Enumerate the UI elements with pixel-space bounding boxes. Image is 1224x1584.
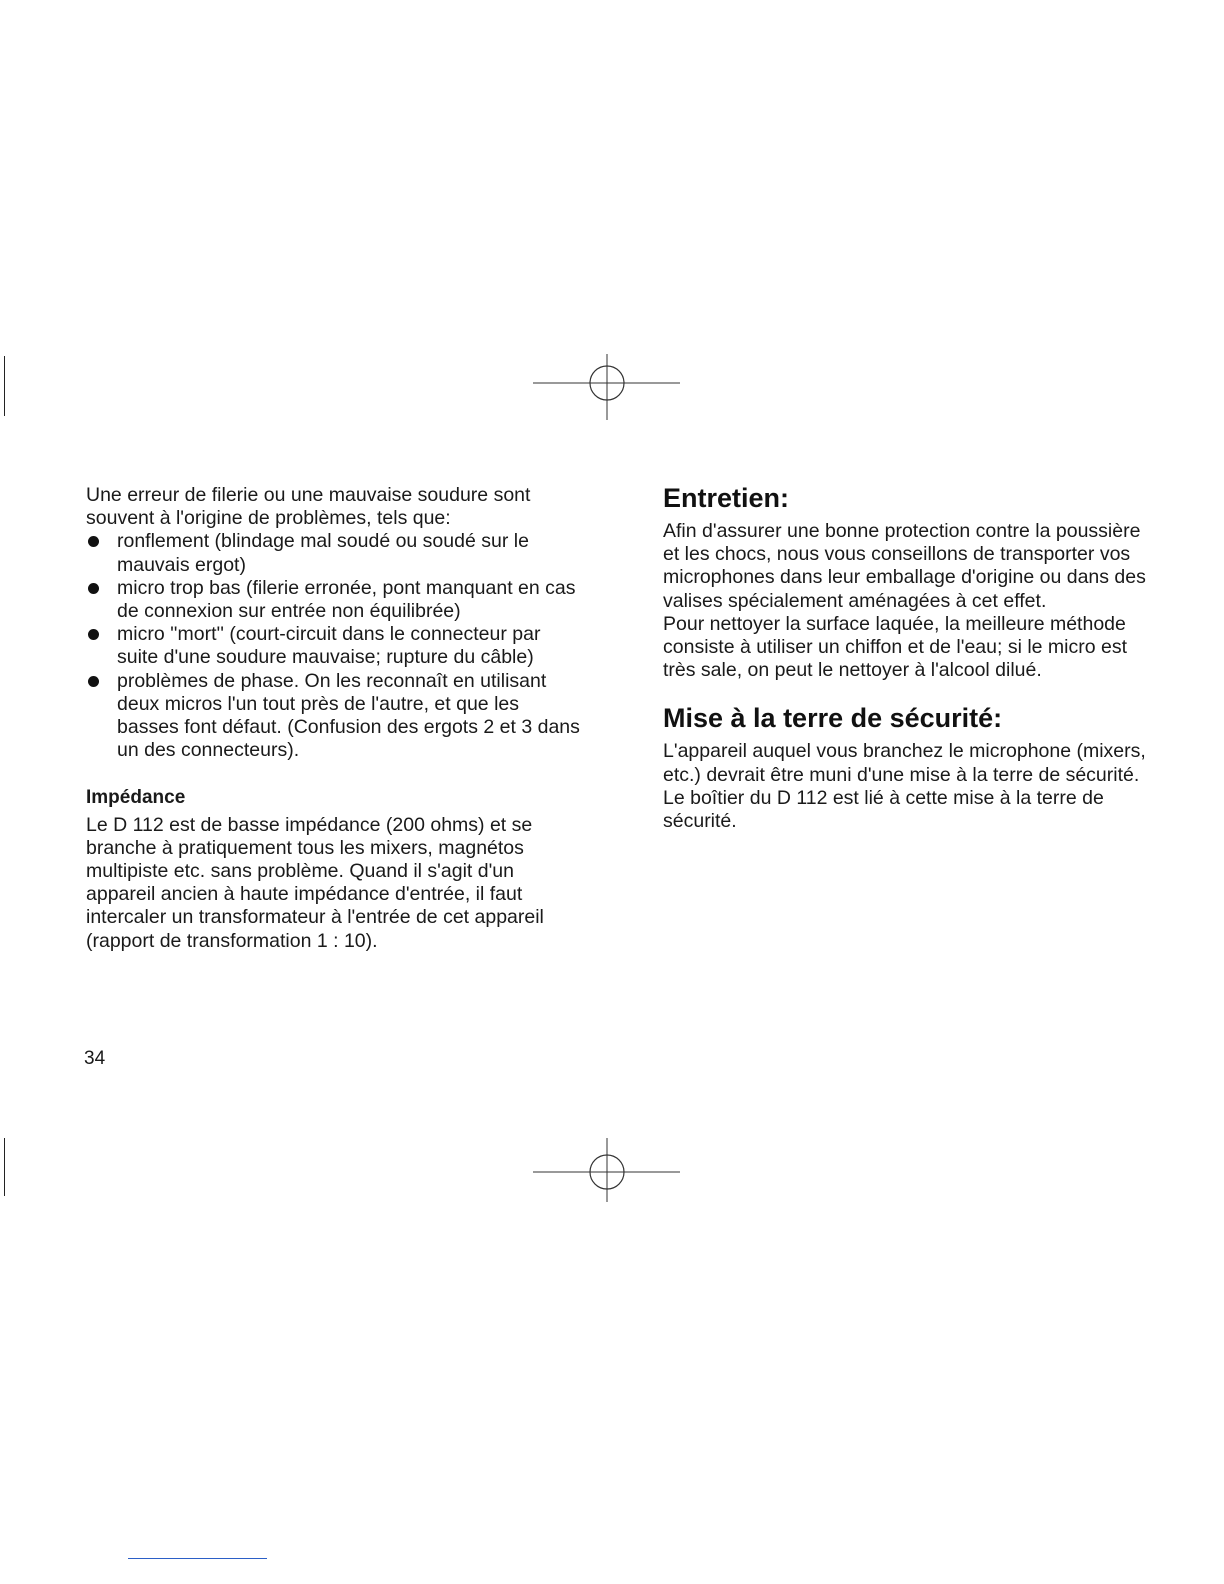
list-item-text: ronflement (blindage mal soudé ou soudé sur le mauvais ergot) bbox=[117, 530, 529, 576]
entretien-heading: Entretien: bbox=[663, 483, 790, 513]
safety-ground-paragraph: L'appareil auquel vous branchez le microphone (mixers, etc.) devrait être muni d'une mise à la terre de sécurité. Le boîtier du D 112 est lié à cette mise à la terre de sécurité. bbox=[663, 740, 1146, 833]
list-item bbox=[86, 670, 586, 763]
registration-mark-top bbox=[530, 352, 684, 422]
page-number: 34 bbox=[84, 1048, 106, 1069]
bullet-icon bbox=[88, 536, 99, 547]
list-item-text: problèmes de phase. On les reconnaît en utilisant deux micros l'un tout près de l'autre, et que les basses font défaut. (Confusion des ergots 2 et 3 dans un des connecteurs). bbox=[117, 669, 580, 762]
bullet-icon bbox=[88, 583, 99, 594]
right-column bbox=[663, 482, 1153, 833]
list-item bbox=[86, 530, 586, 576]
bottom-rule bbox=[128, 1558, 267, 1559]
safety-ground-heading: Mise à la terre de sécurité: bbox=[663, 703, 1003, 734]
left-column bbox=[86, 484, 586, 953]
list-item-text: micro trop bas (filerie erronée, pont manquant en cas de connexion sur entrée non équilibrée) bbox=[117, 576, 576, 623]
impedance-heading: Impédance bbox=[86, 787, 186, 809]
problem-list bbox=[86, 530, 586, 762]
bullet-icon bbox=[88, 629, 99, 640]
registration-mark-bottom bbox=[530, 1136, 684, 1206]
list-item bbox=[86, 577, 586, 623]
intro-paragraph: Une erreur de filerie ou une mauvaise soudure sont souvent à l'origine de problèmes, tels que: bbox=[86, 484, 531, 530]
list-item bbox=[86, 623, 586, 669]
impedance-paragraph: Le D 112 est de basse impédance (200 ohms) et se branche à pratiquement tous les mixers, magnétos multipiste etc. sans problème. Quand il s'agit d'un appareil ancien à haute impédance d'entrée, il faut intercaler un transformateur à l'entrée de cet appareil (rapport de transformation 1 : 10). bbox=[86, 813, 544, 952]
crop-line-top bbox=[4, 356, 5, 416]
crop-line-bottom bbox=[4, 1138, 5, 1196]
entretien-paragraph-2: Pour nettoyer la surface laquée, la meilleure méthode consiste à utiliser un chiffon et de l'eau; si le micro est très sale, on peut le nettoyer à l'alcool dilué. bbox=[663, 612, 1128, 682]
list-item-text: micro ''mort'' (court-circuit dans le connecteur par suite d'une soudure mauvaise; rupture du câble) bbox=[117, 623, 541, 669]
bullet-icon bbox=[88, 676, 99, 687]
entretien-paragraph-1: Afin d'assurer une bonne protection contre la poussière et les chocs, nous vous conseillons de transporter vos microphones dans leur emballage d'origine ou dans des valises spécialement aménagées à cet effet. bbox=[663, 520, 1146, 612]
